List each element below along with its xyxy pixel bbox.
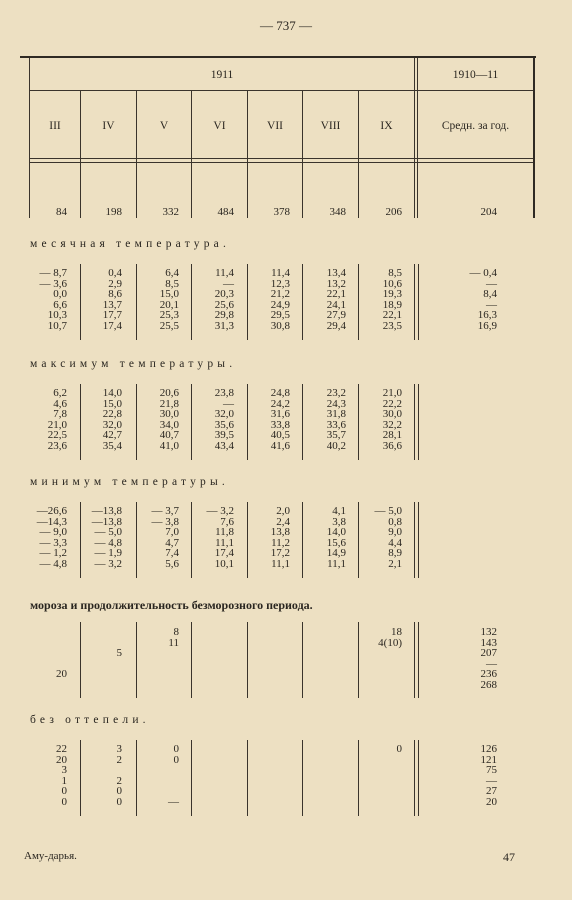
data-cell: 121 xyxy=(480,753,497,766)
data-cell: — xyxy=(486,657,497,670)
data-cell: 3,8 xyxy=(332,515,346,528)
data-cell: 20 xyxy=(486,795,497,808)
data-cell: — 3,2 xyxy=(94,557,122,570)
section-caption-frost: мороза и продолжительность безморозного периода. xyxy=(30,598,313,612)
data-column xyxy=(32,627,67,680)
column-rule xyxy=(418,740,419,816)
data-cell: — 1,2 xyxy=(39,547,67,560)
column-rule xyxy=(191,740,192,816)
data-cell: 9,0 xyxy=(388,526,402,539)
data-cell: — xyxy=(486,774,497,787)
data-column xyxy=(82,388,122,452)
section-caption-no-thaw: без оттепели. xyxy=(30,714,150,726)
data-cell: — 8,7 xyxy=(39,267,67,279)
data-cell: — 4,8 xyxy=(39,557,67,570)
data-cell: 0,0 xyxy=(53,288,67,301)
data-cell: 7,0 xyxy=(165,526,179,539)
data-cell: — 1,9 xyxy=(94,547,122,560)
column-rule xyxy=(136,740,137,816)
data-cell: — 5,0 xyxy=(94,526,122,539)
column-rule xyxy=(191,264,192,340)
data-column xyxy=(138,388,179,452)
data-cell: 27 xyxy=(486,785,497,798)
data-cell: 10,7 xyxy=(47,319,67,332)
data-column xyxy=(32,388,67,452)
section-caption-min: минимум температуры. xyxy=(30,476,229,488)
data-cell: 11,1 xyxy=(271,557,290,570)
data-cell: 28,1 xyxy=(382,429,402,442)
data-cell xyxy=(32,638,67,649)
data-cell: — 4,8 xyxy=(94,536,122,549)
data-cell: 2,1 xyxy=(388,557,402,570)
data-cell: 0,4 xyxy=(108,267,122,279)
column-rule xyxy=(80,264,81,340)
data-cell: 3 xyxy=(61,764,67,777)
data-column xyxy=(82,744,122,808)
data-cell: 4,7 xyxy=(165,536,179,549)
section-caption-mean: месячная температура. xyxy=(30,238,231,250)
data-cell: 33,6 xyxy=(326,418,346,431)
data-cell: 10,6 xyxy=(382,277,402,290)
column-rule xyxy=(80,502,81,578)
column-rule xyxy=(358,740,359,816)
column-rule xyxy=(302,622,303,698)
data-column xyxy=(82,268,122,332)
data-cell: — 9,0 xyxy=(39,526,67,539)
data-cell: 17,4 xyxy=(102,319,122,332)
column-rule xyxy=(302,384,303,460)
data-cell: 16,3 xyxy=(477,309,497,322)
data-column xyxy=(193,506,234,570)
data-cell: 21,0 xyxy=(382,387,402,399)
data-cell: 11,4 xyxy=(271,267,290,279)
data-cell: 25,3 xyxy=(159,309,179,322)
data-cell: 0 xyxy=(173,743,179,755)
column-rule xyxy=(358,622,359,698)
data-cell: 24,9 xyxy=(270,298,290,311)
data-cell: 13,8 xyxy=(270,526,290,539)
data-column xyxy=(360,268,402,332)
data-column xyxy=(138,627,179,648)
data-column xyxy=(440,744,497,808)
data-cell: 207 xyxy=(480,647,497,660)
first-row-cell: 484 xyxy=(217,206,234,218)
data-cell: 3 xyxy=(116,743,122,755)
data-cell: 40,7 xyxy=(159,429,179,442)
data-cell: 5,6 xyxy=(165,557,179,570)
data-cell: 15,6 xyxy=(326,536,346,549)
data-cell: 41,6 xyxy=(270,439,290,452)
data-column xyxy=(304,388,346,452)
data-column xyxy=(360,388,402,452)
data-cell: 22 xyxy=(56,743,67,755)
first-row-cell: 348 xyxy=(329,206,346,218)
first-row-cell: 204 xyxy=(480,206,497,218)
data-cell: 2,9 xyxy=(108,277,122,290)
month-header: IX xyxy=(380,120,393,132)
data-column xyxy=(360,744,402,755)
data-cell: 0 xyxy=(173,753,179,766)
first-row-cell: 332 xyxy=(162,206,179,218)
data-cell: 75 xyxy=(486,764,497,777)
data-cell: 22,1 xyxy=(326,288,346,301)
data-column xyxy=(248,268,290,332)
data-cell: 40,2 xyxy=(326,439,346,452)
data-cell: 268 xyxy=(480,678,497,691)
column-rule xyxy=(191,502,192,578)
data-column xyxy=(32,744,67,808)
column-rule xyxy=(302,740,303,816)
page-number: — 737 — xyxy=(260,18,312,33)
data-cell xyxy=(32,648,67,659)
month-header: III xyxy=(49,120,61,132)
data-cell: 17,2 xyxy=(270,547,290,560)
data-cell: 39,5 xyxy=(214,429,234,442)
data-cell: 23,5 xyxy=(382,319,402,332)
data-column xyxy=(138,744,179,808)
data-cell: 10,3 xyxy=(47,309,67,322)
data-cell: 20 xyxy=(56,753,67,766)
data-cell: 5 xyxy=(116,647,122,660)
data-cell xyxy=(138,765,179,776)
data-cell: — 3,7 xyxy=(151,505,179,517)
data-cell xyxy=(138,776,179,787)
data-cell: 15,0 xyxy=(159,288,179,301)
first-row-cell: 378 xyxy=(273,206,290,218)
column-rule xyxy=(414,502,415,578)
data-cell: 22,8 xyxy=(102,408,122,421)
data-cell: 11,4 xyxy=(215,267,234,279)
data-cell: 43,4 xyxy=(214,439,234,452)
data-cell: — 5,0 xyxy=(374,505,402,517)
data-cell: 17,7 xyxy=(102,309,122,322)
footer-page-number: 47 xyxy=(503,850,515,864)
data-cell: 8,4 xyxy=(483,288,497,301)
data-cell: 0 xyxy=(61,795,67,808)
column-rule xyxy=(80,740,81,816)
data-cell: 7,4 xyxy=(165,547,179,560)
data-cell: 22,2 xyxy=(382,397,402,410)
data-cell: 19,3 xyxy=(382,288,402,301)
data-cell: 20 xyxy=(56,668,67,681)
column-rule xyxy=(358,502,359,578)
data-cell: 30,0 xyxy=(159,408,179,421)
data-cell: 21,0 xyxy=(47,418,67,431)
column-rule xyxy=(414,740,415,816)
data-cell: 29,4 xyxy=(326,319,346,332)
data-column xyxy=(32,506,67,570)
data-column xyxy=(248,388,290,452)
data-cell: — xyxy=(223,277,234,290)
data-cell: 35,7 xyxy=(326,429,346,442)
data-cell: 34,0 xyxy=(159,418,179,431)
column-rule xyxy=(80,622,81,698)
data-cell: 31,3 xyxy=(214,319,234,332)
data-cell: 20,6 xyxy=(159,387,179,399)
column-rule xyxy=(302,264,303,340)
data-cell: 13,7 xyxy=(102,298,122,311)
first-row-cell: 84 xyxy=(56,206,67,218)
month-header: VI xyxy=(213,120,226,132)
data-cell: 7,8 xyxy=(53,408,67,421)
data-cell: 0 xyxy=(116,785,122,798)
data-cell: 8,5 xyxy=(165,277,179,290)
data-cell: 236 xyxy=(480,668,497,681)
data-cell: 8,9 xyxy=(388,547,402,560)
data-cell: 8,5 xyxy=(388,267,402,279)
data-column xyxy=(440,268,497,332)
data-cell: 126 xyxy=(480,743,497,755)
data-cell: 21,2 xyxy=(270,288,290,301)
year-1911: 1911 xyxy=(210,69,234,81)
column-rule xyxy=(136,502,137,578)
data-cell: 0 xyxy=(116,795,122,808)
data-column xyxy=(304,506,346,570)
data-cell: 23,8 xyxy=(214,387,234,399)
column-rule xyxy=(247,622,248,698)
data-column xyxy=(32,268,67,332)
data-cell: 35,4 xyxy=(102,439,122,452)
data-cell: 11,2 xyxy=(271,536,290,549)
data-cell: 22,1 xyxy=(382,309,402,322)
data-cell: — xyxy=(486,277,497,290)
data-cell: 2 xyxy=(116,753,122,766)
data-cell: 1 xyxy=(61,774,67,787)
column-rule xyxy=(136,264,137,340)
data-cell: 4,6 xyxy=(53,397,67,410)
data-cell: 13,2 xyxy=(326,277,346,290)
data-column xyxy=(82,506,122,570)
data-cell: 24,8 xyxy=(270,387,290,399)
data-cell: 14,0 xyxy=(102,387,122,399)
data-cell xyxy=(32,627,67,638)
data-cell: 36,6 xyxy=(382,439,402,452)
data-cell: 14,0 xyxy=(326,526,346,539)
data-cell: 24,3 xyxy=(326,397,346,410)
column-rule xyxy=(414,622,415,698)
data-cell: — xyxy=(168,795,179,808)
data-cell: 10,1 xyxy=(214,557,234,570)
column-rule xyxy=(136,622,137,698)
data-cell: 20,3 xyxy=(214,288,234,301)
data-cell: 40,5 xyxy=(270,429,290,442)
data-cell: 0 xyxy=(61,785,67,798)
data-cell: 32,0 xyxy=(102,418,122,431)
data-cell: 31,8 xyxy=(326,408,346,421)
data-cell: — 3,8 xyxy=(151,515,179,528)
data-cell: —14,3 xyxy=(36,515,67,528)
data-cell: 41,0 xyxy=(159,439,179,452)
month-header: V xyxy=(159,120,169,132)
data-column xyxy=(248,506,290,570)
data-cell xyxy=(82,638,122,649)
data-cell: 42,7 xyxy=(102,429,122,442)
data-cell: 8,6 xyxy=(108,288,122,301)
data-column xyxy=(193,388,234,452)
data-cell: 29,5 xyxy=(270,309,290,322)
month-header: IV xyxy=(102,120,115,132)
data-cell: 20,1 xyxy=(159,298,179,311)
data-cell: 8 xyxy=(173,626,179,638)
data-cell: — 3,2 xyxy=(206,505,234,517)
data-cell xyxy=(82,627,122,638)
data-cell: 2,4 xyxy=(276,515,290,528)
column-rule xyxy=(418,622,419,698)
data-cell: 11,1 xyxy=(327,557,346,570)
data-cell: 13,4 xyxy=(326,267,346,279)
data-cell: 23,6 xyxy=(47,439,67,452)
data-cell: 4(10) xyxy=(378,636,402,649)
data-cell: 24,1 xyxy=(326,298,346,311)
annual-header: Средн. за год. xyxy=(441,120,510,132)
data-cell: 0 xyxy=(396,743,402,755)
data-cell: 6,6 xyxy=(53,298,67,311)
column-rule xyxy=(247,740,248,816)
column-rule xyxy=(191,384,192,460)
data-column xyxy=(138,506,179,570)
data-cell: 30,8 xyxy=(270,319,290,332)
data-cell xyxy=(82,765,122,776)
column-rule xyxy=(418,502,419,578)
data-cell: 17,4 xyxy=(214,547,234,560)
data-cell: 29,8 xyxy=(214,309,234,322)
data-cell: —13,8 xyxy=(91,515,122,528)
data-cell: 32,0 xyxy=(214,408,234,421)
data-column xyxy=(360,627,402,648)
column-rule xyxy=(414,264,415,340)
column-rule xyxy=(418,384,419,460)
data-cell: 27,9 xyxy=(326,309,346,322)
data-cell: 16,9 xyxy=(477,319,497,332)
section-caption-max: максимум температуры. xyxy=(30,358,237,370)
column-rule xyxy=(191,622,192,698)
month-header: VII xyxy=(267,120,283,132)
data-cell: —13,8 xyxy=(91,505,122,517)
data-cell: — 0,4 xyxy=(469,267,497,279)
column-rule xyxy=(414,384,415,460)
data-cell: 4,1 xyxy=(332,505,346,517)
data-cell: 0,8 xyxy=(388,515,402,528)
data-cell: 143 xyxy=(480,636,497,649)
data-cell: 24,2 xyxy=(270,397,290,410)
data-cell: 31,6 xyxy=(270,408,290,421)
data-cell: — xyxy=(486,298,497,311)
footer-station: Аму-дарья. xyxy=(24,850,77,862)
data-column xyxy=(440,627,497,691)
data-column xyxy=(360,506,402,570)
column-rule xyxy=(358,384,359,460)
data-cell: 132 xyxy=(480,626,497,638)
data-column xyxy=(138,268,179,332)
data-cell: 11,8 xyxy=(215,526,234,539)
data-cell: 12,3 xyxy=(270,277,290,290)
data-cell: 33,8 xyxy=(270,418,290,431)
data-cell: 35,6 xyxy=(214,418,234,431)
data-cell: 21,8 xyxy=(159,397,179,410)
data-cell: 2,0 xyxy=(276,505,290,517)
data-cell: 2 xyxy=(116,774,122,787)
data-cell: 6,4 xyxy=(165,267,179,279)
data-cell: 6,2 xyxy=(53,387,67,399)
data-cell: — xyxy=(223,397,234,410)
data-cell: 18 xyxy=(391,626,402,638)
data-cell: 23,2 xyxy=(326,387,346,399)
first-row-cell: 198 xyxy=(105,206,122,218)
column-rule xyxy=(136,384,137,460)
data-cell: 22,5 xyxy=(47,429,67,442)
data-column xyxy=(304,268,346,332)
data-cell: 11,1 xyxy=(215,536,234,549)
data-column xyxy=(82,627,122,659)
data-cell: 32,2 xyxy=(382,418,402,431)
first-row-cell: 206 xyxy=(385,206,402,218)
column-rule xyxy=(358,264,359,340)
data-column xyxy=(193,268,234,332)
data-cell: 4,4 xyxy=(388,536,402,549)
data-cell: 15,0 xyxy=(102,397,122,410)
data-cell: 14,9 xyxy=(326,547,346,560)
year-1910-11: 1910—11 xyxy=(452,69,499,81)
data-cell: 25,6 xyxy=(214,298,234,311)
data-cell: 7,6 xyxy=(220,515,234,528)
month-header: VIII xyxy=(320,120,341,132)
data-cell: 25,5 xyxy=(159,319,179,332)
column-rule xyxy=(418,264,419,340)
data-cell: —26,6 xyxy=(36,505,67,517)
data-cell: — 3,3 xyxy=(39,536,67,549)
data-cell: — 3,6 xyxy=(39,277,67,290)
data-cell: 30,0 xyxy=(382,408,402,421)
column-rule xyxy=(302,502,303,578)
data-cell: 11 xyxy=(168,636,179,649)
data-cell: 18,9 xyxy=(382,298,402,311)
column-rule xyxy=(80,384,81,460)
